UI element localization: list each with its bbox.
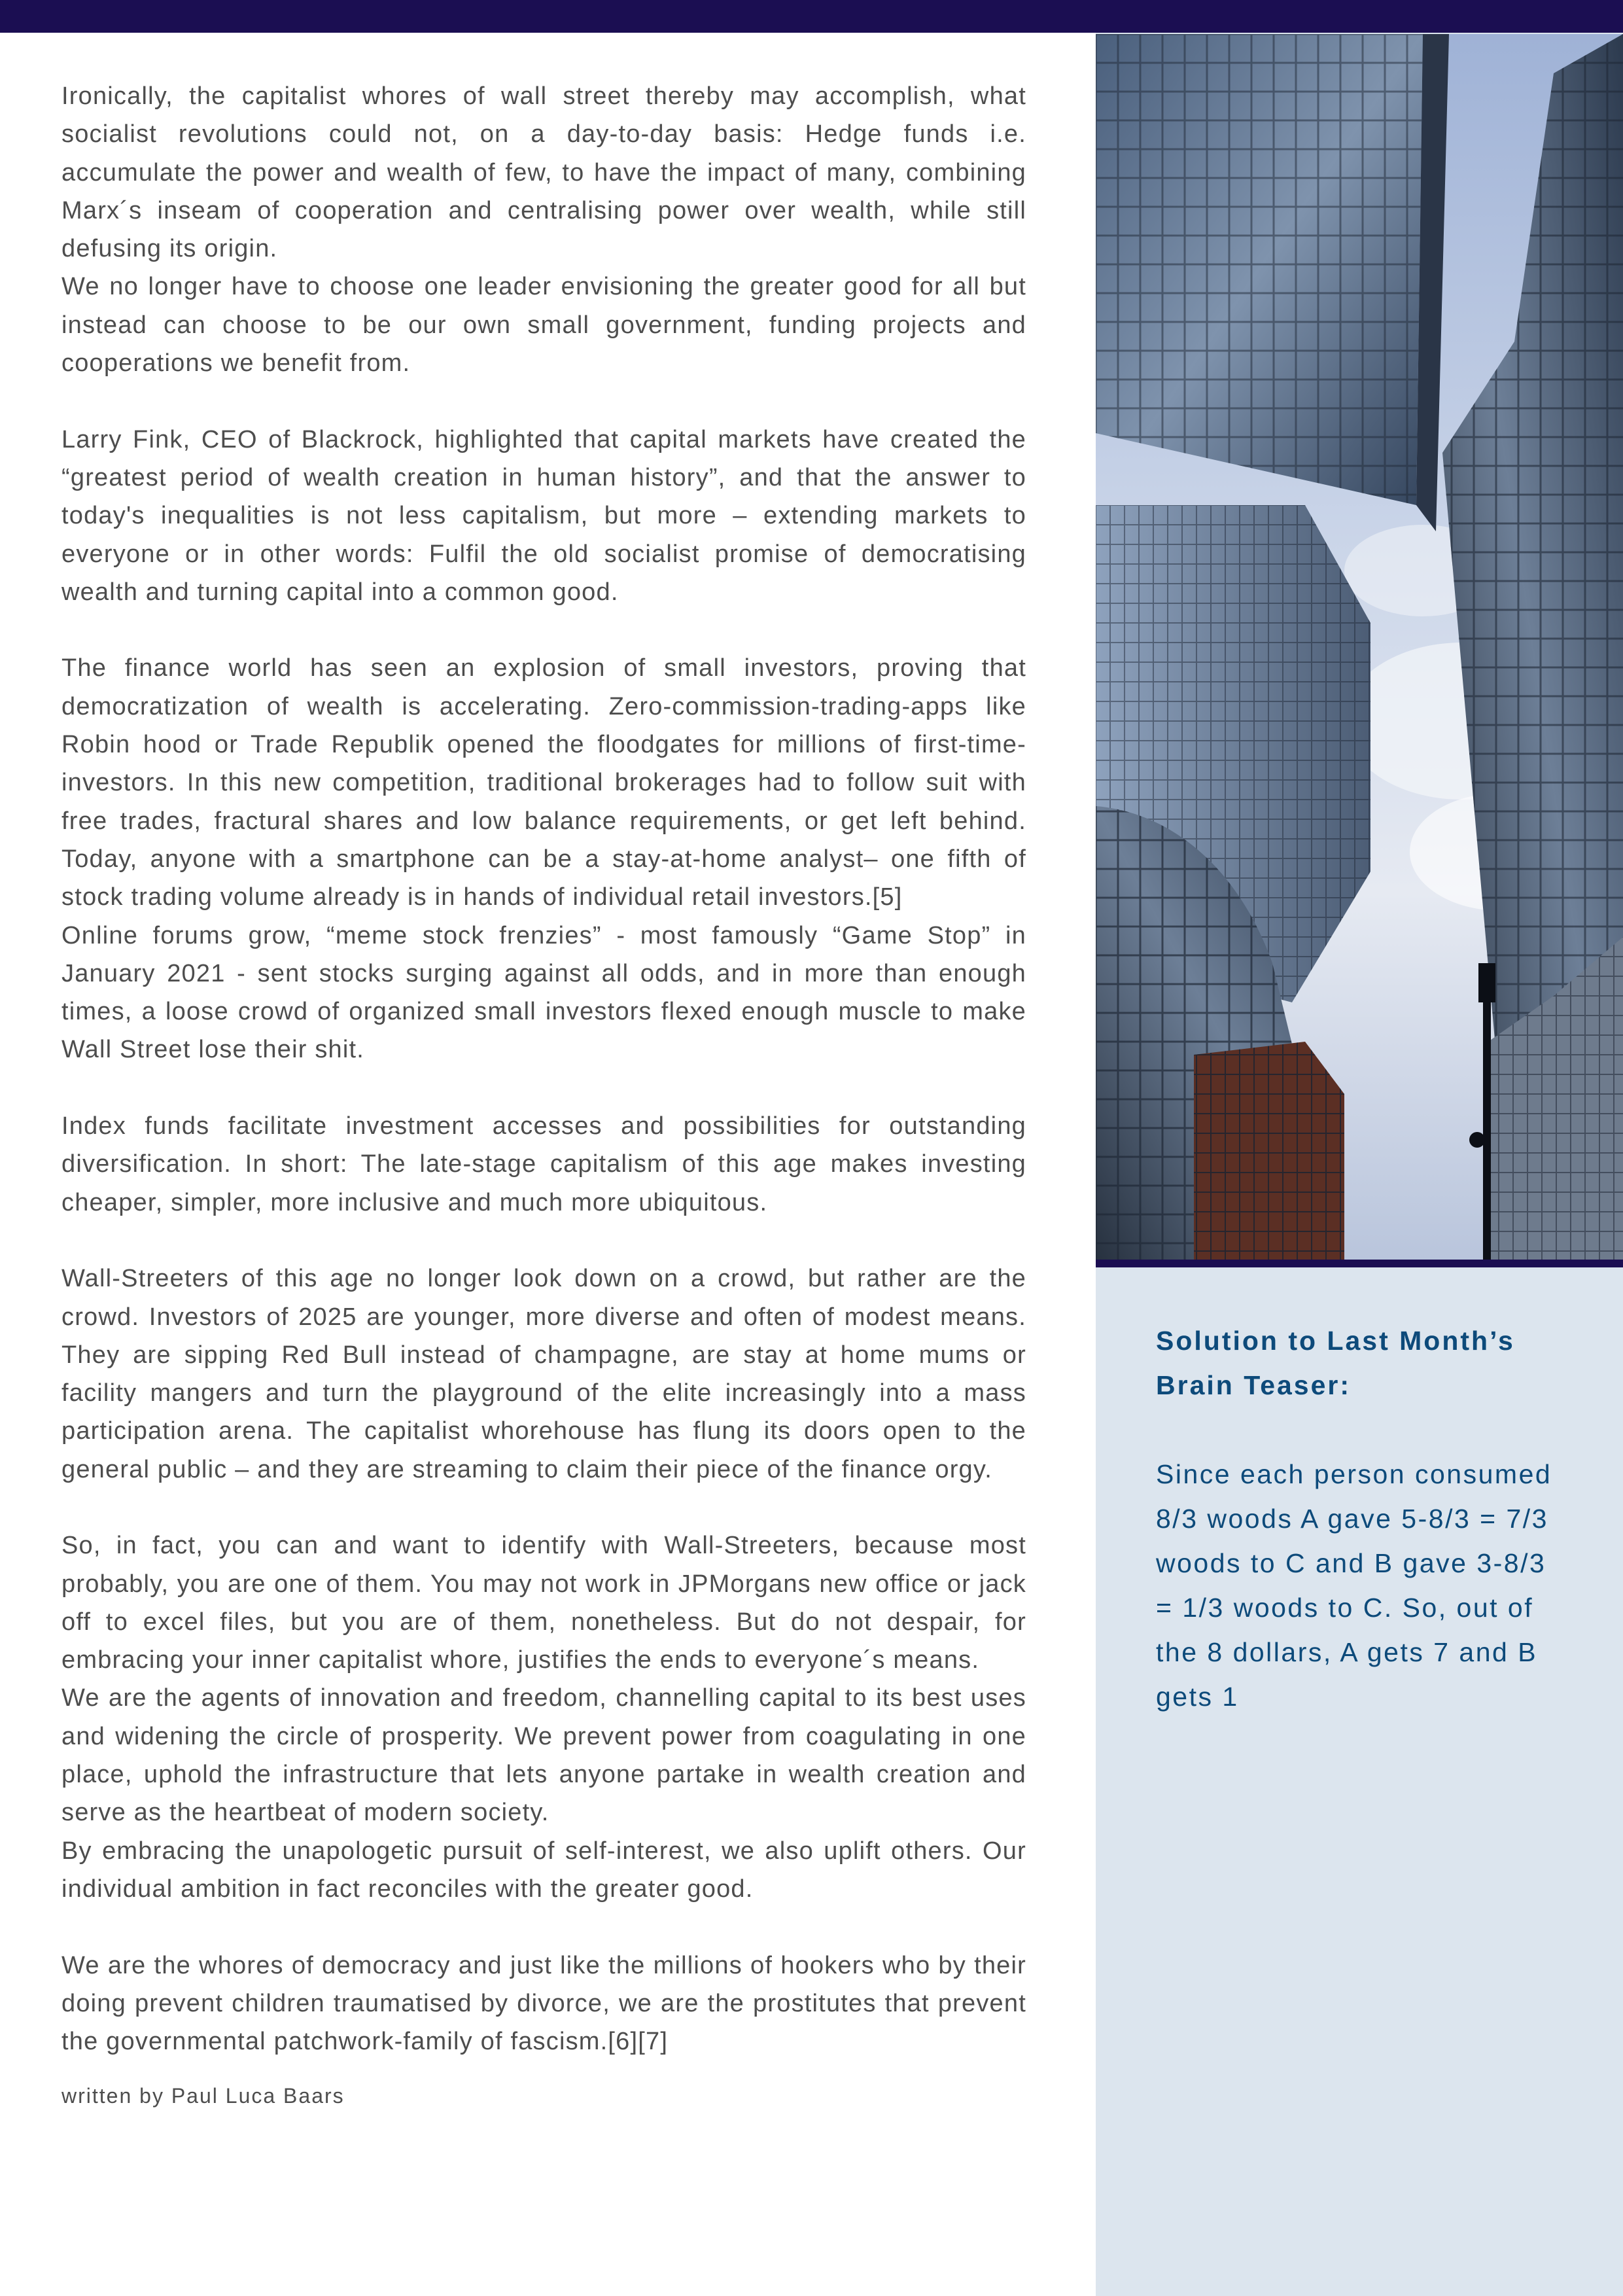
article-paragraph: We no longer have to choose one leader envisioning the greater good for all but instead can choose to be our own small government, funding projects and cooperations we benefit from. <box>61 273 1026 378</box>
brain-teaser-title: Solution to Last Month’s Brain Teaser: <box>1156 1326 1515 1400</box>
article-paragraph: We are the agents of innovation and freedom, channelling capital to its best uses and widening the circle of prosperity. We prevent power from coagulating in one place, uphold the infrastructure that lets anyone partake in wealth creation and serve as the heartbeat of modern society. <box>61 1684 1026 1827</box>
brain-teaser-box <box>1156 1318 1568 1719</box>
article-paragraph: Index funds facilitate investment accesses and possibilities for outstanding diversification. In short: The late-stage capitalism of this age makes investing cheaper, simpler, more inclusive and much more ubiquitous. <box>61 1112 1026 1216</box>
article-paragraph: The finance world has seen an explosion of small investors, proving that democratization of wealth is accelerating. Zero-commission-trading-apps like Robin hood or Trade Republik opened the floodgates for millions of first-time-investors. In this new competition, traditional brokerages had to follow suit with free trades, fractural shares and low balance requirements, or get left behind. Today, anyone with a smartphone can be a stay-at-home analyst– one fifth of stock trading volume already is in hands of individual retail investors.[5] <box>61 654 1026 911</box>
article-paragraph: Online forums grow, “meme stock frenzies” - most famously “Game Stop” in January 2021 - sent stocks surging against all odds, and in more than enough times, a loose crowd of organized small investors flexed enough muscle to make Wall Street lose their shit. <box>61 921 1026 1064</box>
article-paragraph: Larry Fink, CEO of Blackrock, highlighted that capital markets have created the “greatest period of wealth creation in human history”, and that the answer to today's inequalities is not less capitalism, but more – extending markets to everyone or in other words: Fulfil the old socialist promise of democratising wealth and turning capital into a common good. <box>61 425 1026 606</box>
article-body <box>61 77 1026 2108</box>
photo-bottom-border <box>1096 1260 1623 1267</box>
article-paragraph: We are the whores of democracy and just like the millions of hookers who by their doing prevent children traumatised by divorce, we are the prostitutes that prevent the governmental patchwork-family of fascism.[6][7] <box>61 1951 1026 2056</box>
author-byline: written by Paul Luca Baars <box>61 2084 345 2108</box>
article-paragraph: By embracing the unapologetic pursuit of self-interest, we also uplift others. Our individual ambition in fact reconciles with the greater good. <box>61 1837 1026 1903</box>
skyscrapers-photo <box>1096 34 1623 1260</box>
article-paragraph: Wall-Streeters of this age no longer look down on a crowd, but rather are the crowd. Investors of 2025 are younger, more diverse and often of modest means. They are sipping Red Bull instead of champagne, are stay at home mums or facility mangers and turn the playground of the elite increasingly into a mass participation arena. The capitalist whorehouse has flung its doors open to the general public – and they are streaming to claim their piece of the finance orgy. <box>61 1265 1026 1483</box>
top-header-bar <box>0 0 1623 33</box>
brain-teaser-solution: Since each person consumed 8/3 woods A gave 5-8/3 = 7/3 woods to C and B gave 3-8/3 = 1/3 woods to C. So, out of the 8 dollars, A gets 7 and B gets 1 <box>1156 1459 1552 1712</box>
article-paragraph: So, in fact, you can and want to identify with Wall-Streeters, because most probably, you are one of them. You may not work in JPMorgans new office or jack off to excel files, but you are of them, nonetheless. But do not despair, for embracing your inner capitalist whore, justifies the ends to everyone´s means. <box>61 1532 1026 1674</box>
article-paragraph: Ironically, the capitalist whores of wall street thereby may accomplish, what socialist revolutions could not, on a day-to-day basis: Hedge funds i.e. accumulate the power and wealth of few, to have the impact of many, combining Marx´s inseam of cooperation and centralising power over wealth, while still defusing its origin. <box>61 82 1026 263</box>
